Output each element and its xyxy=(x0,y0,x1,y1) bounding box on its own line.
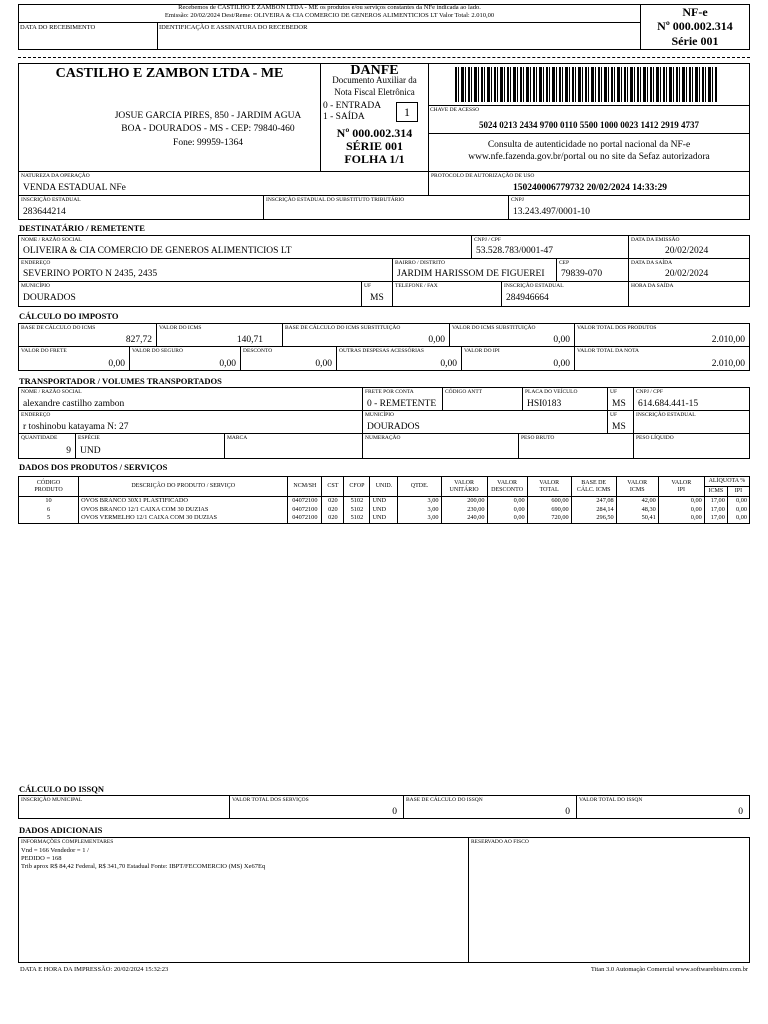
danfe-entrada: 0 - ENTRADA xyxy=(323,101,382,111)
product-cfop: 5102 xyxy=(344,497,370,506)
tax-section-title: CÁLCULO DO IMPOSTO xyxy=(19,311,119,321)
product-aicms: 17,00 xyxy=(704,514,727,523)
receipt-text-2: Emissão: 20/02/2024 Dest/Reme: OLIVEIRA & CIA COMERCIO DE GENEROS ALIMENTICIOS LT Valor Total: 2.010,00 xyxy=(164,12,495,19)
emitter-address-2: BOA - DOURADOS - MS - CEP: 79840-460 xyxy=(121,124,295,134)
substitute-registration-box: INSCRIÇÃO ESTADUAL DO SUBSTITUTO TRIBUTÁRIO xyxy=(263,195,509,220)
product-cfop: 5102 xyxy=(344,506,370,515)
product-cst: 020 xyxy=(322,506,344,515)
product-vicms: 48,30 xyxy=(616,506,658,515)
emitter-cnpj: 13.243.497/0001-10 xyxy=(513,207,591,217)
products-section-title: DADOS DOS PRODUTOS / SERVIÇOS xyxy=(19,462,168,472)
product-aipi: 0,00 xyxy=(727,497,749,506)
access-key-label: CHAVE DE ACESSO xyxy=(430,107,480,113)
danfe-title: DANFE xyxy=(350,63,399,78)
freight-value: 0,00 xyxy=(108,359,125,369)
consult-text-1: Consulta de autenticidade no portal nacional da NF-e xyxy=(487,140,691,150)
recipient-section-title: DESTINATÁRIO / REMETENTE xyxy=(19,223,145,233)
product-desc: OVOS VERMELHO 12/1 CAIXA COM 30 DUZIAS xyxy=(79,514,288,523)
product-aicms: 17,00 xyxy=(704,506,727,515)
receipt-nfe-number: Nº 000.002.314 xyxy=(657,19,733,33)
volume-quantity: 9 xyxy=(66,446,71,456)
recipient-state: MS xyxy=(370,293,384,303)
product-vunit: 240,00 xyxy=(441,514,487,523)
product-vtotal: 720,00 xyxy=(527,514,571,523)
product-cod: 10 xyxy=(19,497,79,506)
emitter-cnpj-box: CNPJ 13.243.497/0001-10 xyxy=(508,195,750,220)
product-cod: 5 xyxy=(19,514,79,523)
product-vipi: 0,00 xyxy=(658,497,704,506)
info-line-1: Vnd = 166 Vendedor = 1 / xyxy=(21,847,89,854)
product-cod: 6 xyxy=(19,506,79,515)
product-vipi: 0,00 xyxy=(658,506,704,515)
product-vtotal: 600,00 xyxy=(527,497,571,506)
product-bc: 296,50 xyxy=(571,514,616,523)
issue-date: 20/02/2024 xyxy=(665,246,709,256)
product-vicms: 42,00 xyxy=(616,497,658,506)
product-unid: UND xyxy=(370,506,398,515)
discount-value: 0,00 xyxy=(315,359,332,369)
protocol-box: PROTOCOLO DE AUTORIZAÇÃO DE USO 150240006779732 20/02/2024 14:33:29 xyxy=(428,171,750,196)
product-aicms: 17,00 xyxy=(704,497,727,506)
emitter-phone: Fone: 99959-1364 xyxy=(173,138,243,148)
products-table: CÓDIGO PRODUTO DESCRIÇÃO DO PRODUTO / SERVIÇO NCM/SH CST CFOP UNID. QTDE. VALOR UNITÁRIO VALOR DESCONTO VALOR TOTAL BASE DE CÁLC. ICMS VALOR ICMS VALOR IPI ALÍQUOTA % ICMS IPI 10 OVOS BRANCO 30X1 PLASTIFICADO 04072100 020 5102 UND 3,00 200,00 0,00 600,00 247,08 42,00 0,00 17,00 0,00 6 OVOS BRANCO 12/1 CAIXA COM 30 DUZIAS 04072100 020 5102 UND 3,00 230,00 0,00 690,00 284,14 48,30 0,00 17,00 0,00 5 OVOS VERMELHO 12/1 CAIXA COM 30 DUZIAS 04072100 020 5102 UND 3,00 240,00 0,00 720,00 296,50 50,41 0,00 17,00 0,00 xyxy=(18,476,750,524)
product-row xyxy=(19,514,750,523)
recipient-name: OLIVEIRA & CIA COMERCIO DE GENEROS ALIMENTICIOS LT xyxy=(23,246,292,256)
danfe-number: Nº 000.002.314 xyxy=(336,126,413,140)
carrier-city: DOURADOS xyxy=(367,422,420,432)
info-line-3: Trib aprox R$ 84,42 Federal, R$ 341,70 Estadual Fonte: IBPT/FECOMERCIO (MS) Xe67Eq xyxy=(21,863,266,870)
product-vdesc: 0,00 xyxy=(487,514,527,523)
product-ncm: 04072100 xyxy=(288,497,322,506)
ipi-value: 0,00 xyxy=(553,359,570,369)
carrier-name: alexandre castilho zambon xyxy=(23,399,125,409)
product-desc: OVOS BRANCO 12/1 CAIXA COM 30 DUZIAS xyxy=(79,506,288,515)
freight-responsibility: 0 - REMETENTE xyxy=(367,399,437,409)
issqn-value: 0 xyxy=(738,807,743,817)
icms-st-base: 0,00 xyxy=(428,335,445,345)
product-qtde: 3,00 xyxy=(398,497,441,506)
complementary-info-box: INFORMAÇÕES COMPLEMENTARES Vnd = 166 Vendedor = 1 / PEDIDO = 168 Trib aprox R$ 84,42 Federal, R$ 341,70 Estadual Fonte: IBPT/FECOMERCIO (MS) Xe67Eq xyxy=(18,837,469,963)
barcode xyxy=(455,67,717,102)
carrier-section-title: TRANSPORTADOR / VOLUMES TRANSPORTADOS xyxy=(19,376,222,386)
carrier-state: MS xyxy=(612,422,626,432)
state-registration-box: INSCRIÇÃO ESTADUAL 283644214 xyxy=(18,195,264,220)
issqn-base: 0 xyxy=(565,807,570,817)
vehicle-plate: HSI0183 xyxy=(527,399,562,409)
carrier-cpf: 614.684.441-15 xyxy=(638,399,699,409)
danfe-subtitle-2: Nota Fiscal Eletrônica xyxy=(334,87,415,97)
operation-nature-box: NATUREZA DA OPERAÇÃO VENDA ESTADUAL NFe xyxy=(18,171,429,196)
software-credit: Titan 3.0 Automação Comercial www.softwarebistro.com.br xyxy=(590,966,748,973)
print-timestamp: DATA E HORA DA IMPRESSÃO: 20/02/2024 15:32:23 xyxy=(20,966,169,973)
exit-date: 20/02/2024 xyxy=(665,269,709,279)
product-cst: 020 xyxy=(322,514,344,523)
recipient-cep: 79839-070 xyxy=(561,269,603,279)
fisco-box: RESERVADO AO FISCO xyxy=(468,837,750,963)
icms-value: 140,71 xyxy=(236,335,263,345)
receipt-text-1: Recebemos de CASTILHO E ZAMBON LTDA - ME os produtos e/ou serviços constantes da NFe indicada ao lado. xyxy=(178,4,481,11)
icms-st-value: 0,00 xyxy=(553,335,570,345)
volume-species: UND xyxy=(80,446,101,456)
receipt-nfe-title: NF-e xyxy=(682,5,708,19)
icms-base: 827,72 xyxy=(125,335,152,345)
product-vdesc: 0,00 xyxy=(487,497,527,506)
product-vicms: 50,41 xyxy=(616,514,658,523)
product-desc: OVOS BRANCO 30X1 PLASTIFICADO xyxy=(79,497,288,506)
product-bc: 247,08 xyxy=(571,497,616,506)
products-total: 2.010,00 xyxy=(711,335,745,345)
product-aipi: 0,00 xyxy=(727,514,749,523)
danfe-saida: 1 - SAÍDA xyxy=(323,112,365,122)
recipient-city: DOURADOS xyxy=(23,293,76,303)
product-row xyxy=(19,497,750,506)
receipt-date-label: DATA DO RECEBIMENTO xyxy=(20,24,96,31)
product-vunit: 230,00 xyxy=(441,506,487,515)
recipient-address: SEVERINO PORTO N 2435, 2435 xyxy=(23,269,158,279)
insurance-value: 0,00 xyxy=(219,359,236,369)
cut-line xyxy=(18,57,750,58)
product-vunit: 200,00 xyxy=(441,497,487,506)
emitter-address-1: JOSUE GARCIA PIRES, 850 - JARDIM AGUA xyxy=(114,111,302,121)
product-cst: 020 xyxy=(322,497,344,506)
product-vdesc: 0,00 xyxy=(487,506,527,515)
product-unid: UND xyxy=(370,497,398,506)
receipt-nfe-series: Série 001 xyxy=(671,34,719,48)
product-vtotal: 690,00 xyxy=(527,506,571,515)
consult-text-2: www.nfe.fazenda.gov.br/portal ou no site da Sefaz autorizadora xyxy=(468,152,710,162)
receipt-signature-label: IDENTIFICAÇÃO E ASSINATURA DO RECEBEDOR xyxy=(159,24,308,31)
recipient-cnpj: 53.528.783/0001-47 xyxy=(476,246,554,256)
additional-section-title: DADOS ADICIONAIS xyxy=(19,825,103,835)
product-ncm: 04072100 xyxy=(288,506,322,515)
recipient-district: JARDIM HARISSOM DE FIGUEREI xyxy=(397,269,545,279)
danfe-subtitle-1: Documento Auxiliar da xyxy=(332,75,417,85)
other-expenses: 0,00 xyxy=(440,359,457,369)
danfe-type-box: 1 xyxy=(396,102,418,122)
product-qtde: 3,00 xyxy=(398,514,441,523)
product-row xyxy=(19,506,750,515)
product-unid: UND xyxy=(370,514,398,523)
product-ncm: 04072100 xyxy=(288,514,322,523)
protocol-value: 150240006779732 20/02/2024 14:33:29 xyxy=(512,183,668,193)
operation-nature: VENDA ESTADUAL NFe xyxy=(23,183,126,193)
state-registration: 283644214 xyxy=(23,207,66,217)
info-line-2: PEDIDO = 168 xyxy=(21,855,62,862)
services-total: 0 xyxy=(392,807,397,817)
vehicle-state: MS xyxy=(612,399,626,409)
product-qtde: 3,00 xyxy=(398,506,441,515)
product-bc: 284,14 xyxy=(571,506,616,515)
issqn-section-title: CÁLCULO DO ISSQN xyxy=(19,784,105,794)
product-vipi: 0,00 xyxy=(658,514,704,523)
product-aipi: 0,00 xyxy=(727,506,749,515)
danfe-series: SÉRIE 001 xyxy=(345,139,404,153)
danfe-page: FOLHA 1/1 xyxy=(344,152,405,166)
recipient-state-registration: 284946664 xyxy=(506,293,549,303)
invoice-total: 2.010,00 xyxy=(711,359,745,369)
carrier-address: r toshinobu katayama N: 27 xyxy=(23,422,129,432)
product-cfop: 5102 xyxy=(344,514,370,523)
access-key-value: 5024 0213 2434 9700 0110 5500 1000 0023 1412 2919 4737 xyxy=(478,120,699,130)
emitter-name: CASTILHO E ZAMBON LTDA - ME xyxy=(55,66,284,81)
